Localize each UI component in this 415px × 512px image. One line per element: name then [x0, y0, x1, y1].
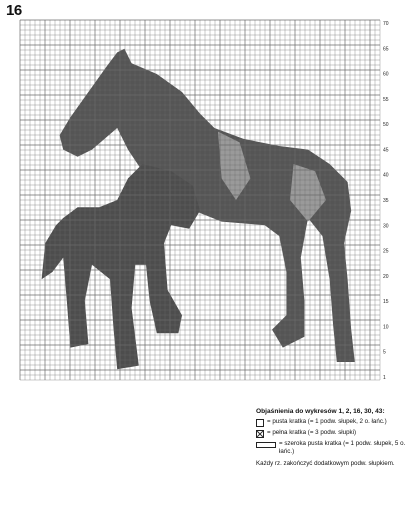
- filled-square-icon: [256, 430, 264, 438]
- row-number-label: 5: [383, 349, 386, 356]
- row-number-label: 55: [383, 96, 389, 103]
- legend-item-empty: [256, 418, 415, 427]
- row-number-label: 50: [383, 122, 389, 129]
- legend-item-text: = szeroka pusta kratka (= 1 podw. słupek, 5 o. łańc.): [279, 440, 406, 455]
- row-number-label: 20: [383, 273, 389, 280]
- legend-title: Objaśnienia do wykresów 1, 2, 16, 30, 43:: [256, 408, 385, 415]
- row-number-label: 30: [383, 223, 389, 230]
- row-number-label: 1: [383, 375, 386, 381]
- row-number-label: 60: [383, 71, 389, 78]
- row-number-label: 25: [383, 248, 389, 255]
- legend-item-wide: [256, 440, 415, 456]
- filet-grid-chart: [18, 18, 396, 390]
- page-number: 16: [6, 2, 22, 19]
- row-number-label: 45: [383, 147, 389, 154]
- wide-empty-square-icon: [256, 442, 276, 448]
- row-number-label: 65: [383, 46, 389, 53]
- row-number-label: 70: [383, 21, 389, 27]
- filet-chart: [18, 18, 396, 390]
- row-number-label: 15: [383, 299, 389, 306]
- row-numbers: [383, 21, 389, 381]
- legend-item-text: = pełna kratka (= 3 podw. słupki): [267, 429, 357, 436]
- legend-item-text: = pusta kratka (= 1 podw. słupek, 2 o. łańc.): [267, 418, 387, 425]
- horse-silhouette: [42, 49, 355, 369]
- row-number-label: 40: [383, 172, 389, 179]
- legend: [256, 408, 415, 468]
- empty-square-icon: [256, 419, 264, 427]
- legend-item-filled: [256, 429, 415, 438]
- row-number-label: 35: [383, 198, 389, 204]
- row-number-label: 10: [383, 324, 389, 331]
- legend-note: Każdy rz. zakończyć dodatkowym podw. słupkiem.: [256, 460, 395, 467]
